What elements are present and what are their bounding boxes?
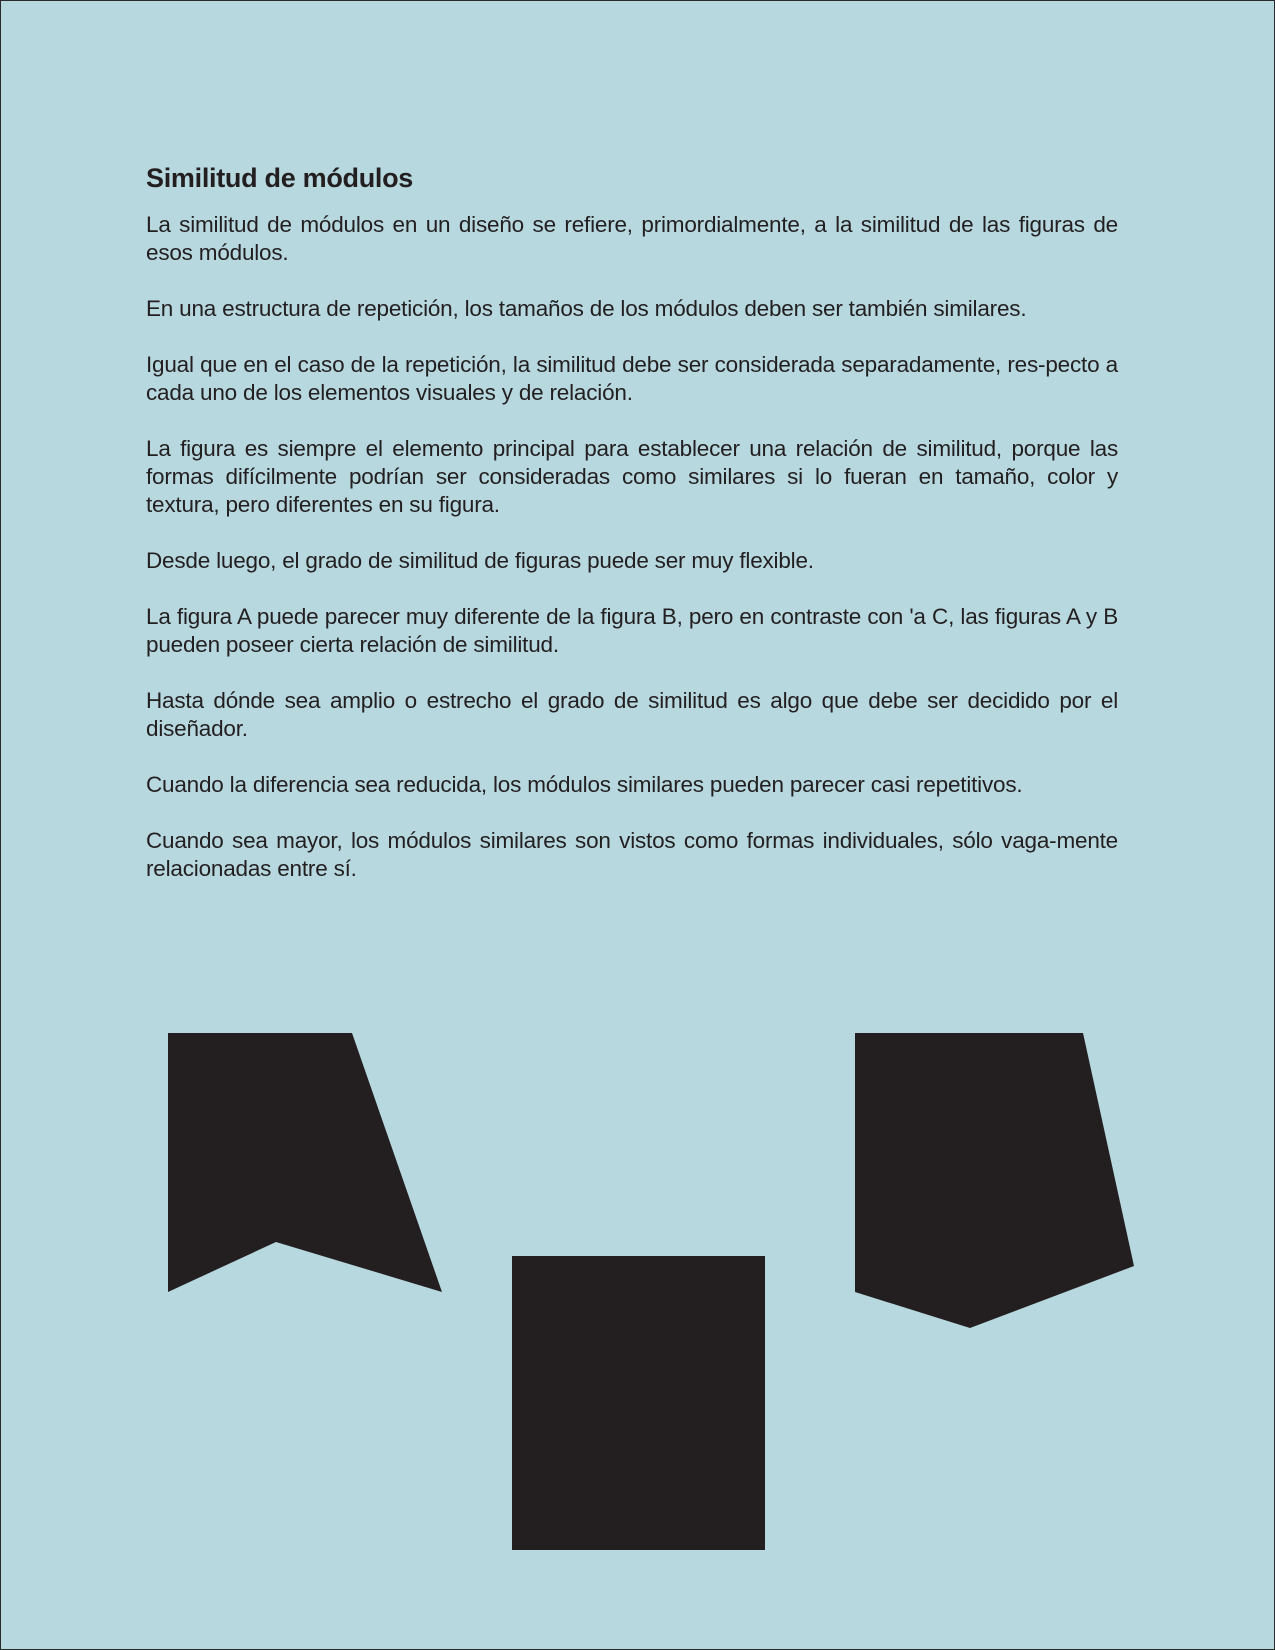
paragraph-9: Cuando sea mayor, los módulos similares son vistos como formas individuales, sólo vaga-mente relacionadas entre sí. [146,828,1118,881]
figure-b-shape [512,1256,765,1550]
page-title: Similitud de módulos [146,163,414,193]
text-content [146,161,1118,911]
paragraph-5: Desde luego, el grado de similitud de figuras puede ser muy flexible. [146,548,814,573]
paragraph-4: La figura es siempre el elemento principal para establecer una relación de similitud, porque las formas difícilmente podrían ser consideradas como similares si lo fueran en tamaño, color y textura, pero diferentes en su figura. [146,436,1118,517]
figure-a-shape [168,1033,442,1292]
paragraph-6: La figura A puede parecer muy diferente de la figura B, pero en contraste con 'a C, las figuras A y B pueden poseer cierta relación de similitud. [146,604,1118,657]
paragraph-2: En una estructura de repetición, los tamaños de los módulos deben ser también similares. [146,296,1027,321]
figure-c-shape [855,1033,1134,1328]
paragraph-8: Cuando la diferencia sea reducida, los módulos similares pueden parecer casi repetitivos. [146,772,1023,797]
paragraph-3: Igual que en el caso de la repetición, la similitud debe ser considerada separadamente, res-pecto a cada uno de los elementos visuales y de relación. [146,352,1118,405]
paragraph-1: La similitud de módulos en un diseño se refiere, primordialmente, a la similitud de las figuras de esos módulos. [146,212,1118,265]
paragraph-7: Hasta dónde sea amplio o estrecho el grado de similitud es algo que debe ser decidido por el diseñador. [146,688,1118,741]
